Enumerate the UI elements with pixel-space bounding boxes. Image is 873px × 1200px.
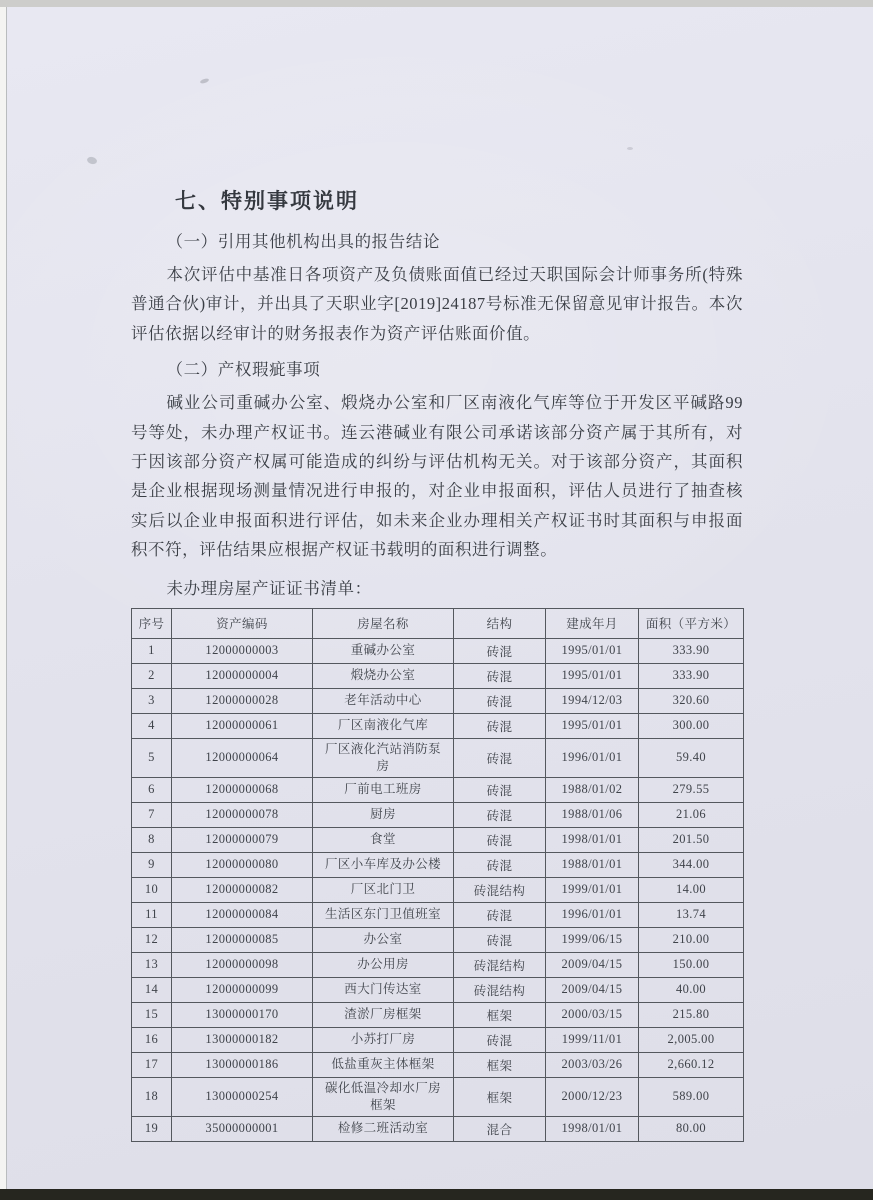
cell-area: 150.00 (639, 952, 744, 977)
cell-asset-code: 13000000254 (172, 1077, 313, 1116)
cell-building-name: 厂区北门卫 (313, 877, 454, 902)
cell-index: 8 (132, 827, 172, 852)
cell-build-date: 1995/01/01 (546, 638, 639, 663)
cell-structure: 砖混 (454, 802, 546, 827)
table-row (132, 952, 744, 977)
cell-structure: 混合 (454, 1116, 546, 1141)
cell-structure: 砖混 (454, 738, 546, 777)
cell-index: 10 (132, 877, 172, 902)
scan-speck (200, 78, 210, 85)
cell-structure: 砖混 (454, 777, 546, 802)
cell-index: 1 (132, 638, 172, 663)
cell-structure: 砖混 (454, 638, 546, 663)
cell-area: 320.60 (639, 688, 744, 713)
subsection-heading-2: （二）产权瑕疵事项 (166, 360, 321, 380)
cell-building-name: 重碱办公室 (313, 638, 454, 663)
table-row (132, 638, 744, 663)
cell-area: 333.90 (639, 638, 744, 663)
cell-structure: 框架 (454, 1077, 546, 1116)
cell-asset-code: 12000000068 (172, 777, 313, 802)
cell-building-name: 办公用房 (313, 952, 454, 977)
table-row (132, 738, 744, 777)
cell-building-name: 老年活动中心 (313, 688, 454, 713)
cell-structure: 框架 (454, 1002, 546, 1027)
cell-build-date: 1999/06/15 (546, 927, 639, 952)
cell-building-name: 厂区液化汽站消防泵房 (313, 738, 454, 777)
column-header: 面积（平方米） (639, 608, 744, 638)
cell-area: 14.00 (639, 877, 744, 902)
table-row (132, 902, 744, 927)
table-row (132, 1027, 744, 1052)
cell-asset-code: 13000000170 (172, 1002, 313, 1027)
cell-index: 16 (132, 1027, 172, 1052)
column-header: 资产编码 (172, 608, 313, 638)
cell-building-name: 西大门传达室 (313, 977, 454, 1002)
cell-asset-code: 12000000085 (172, 927, 313, 952)
asset-table (131, 608, 744, 1142)
table-row (132, 713, 744, 738)
cell-index: 11 (132, 902, 172, 927)
section-title: 七、特别事项说明 (175, 190, 359, 213)
cell-building-name: 厨房 (313, 802, 454, 827)
cell-index: 18 (132, 1077, 172, 1116)
paragraph-property-defects: 碱业公司重碱办公室、煅烧办公室和厂区南液化气库等位于开发区平碱路99号等处，未办理产权证书。连云港碱业有限公司承诺该部分资产属于其所有，对于因该部分资产权属可能造成的纠纷与评估机构无关。对于该部分资产，其面积是企业根据现场测量情况进行申报的，对企业申报面积，评估人员进行了抽查核实后以企业申报面积进行评估，如未来企业办理相关产权证书时其面积与申报面积不符，评估结果应根据产权证书载明的面积进行调整。 (131, 393, 743, 560)
cell-index: 7 (132, 802, 172, 827)
cell-area: 210.00 (639, 927, 744, 952)
cell-build-date: 1988/01/02 (546, 777, 639, 802)
cell-structure: 砖混 (454, 927, 546, 952)
cell-building-name: 生活区东门卫值班室 (313, 902, 454, 927)
table-row (132, 1002, 744, 1027)
asset-table-head-row (132, 608, 744, 638)
table-row (132, 802, 744, 827)
cell-index: 6 (132, 777, 172, 802)
cell-area: 279.55 (639, 777, 744, 802)
cell-area: 215.80 (639, 1002, 744, 1027)
table-row (132, 688, 744, 713)
column-header: 建成年月 (546, 608, 639, 638)
document-content (131, 185, 743, 1142)
cell-building-name: 食堂 (313, 827, 454, 852)
cell-build-date: 2009/04/15 (546, 952, 639, 977)
cell-asset-code: 13000000186 (172, 1052, 313, 1077)
cell-area: 80.00 (639, 1116, 744, 1141)
scan-speck (86, 156, 97, 165)
cell-index: 9 (132, 852, 172, 877)
cell-asset-code: 35000000001 (172, 1116, 313, 1141)
table-row (132, 777, 744, 802)
cell-asset-code: 12000000080 (172, 852, 313, 877)
cell-building-name: 办公室 (313, 927, 454, 952)
cell-area: 344.00 (639, 852, 744, 877)
cell-build-date: 1998/01/01 (546, 827, 639, 852)
cell-build-date: 2000/03/15 (546, 1002, 639, 1027)
cell-asset-code: 12000000099 (172, 977, 313, 1002)
cell-index: 4 (132, 713, 172, 738)
cell-building-name: 低盐重灰主体框架 (313, 1052, 454, 1077)
cell-building-name: 厂区小车库及办公楼 (313, 852, 454, 877)
cell-structure: 砖混 (454, 713, 546, 738)
paper-sheet (7, 7, 873, 1189)
cell-build-date: 1988/01/06 (546, 802, 639, 827)
scan-edge-bottom (0, 1189, 873, 1200)
cell-index: 19 (132, 1116, 172, 1141)
cell-structure: 砖混 (454, 902, 546, 927)
cell-build-date: 1988/01/01 (546, 852, 639, 877)
cell-area: 21.06 (639, 802, 744, 827)
cell-asset-code: 12000000078 (172, 802, 313, 827)
cell-build-date: 1995/01/01 (546, 663, 639, 688)
cell-building-name: 厂前电工班房 (313, 777, 454, 802)
table-row (132, 977, 744, 1002)
cell-build-date: 1998/01/01 (546, 1116, 639, 1141)
table-row (132, 1052, 744, 1077)
scan-edge-left (0, 0, 7, 1200)
cell-index: 12 (132, 927, 172, 952)
cell-build-date: 1995/01/01 (546, 713, 639, 738)
table-row (132, 827, 744, 852)
cell-index: 17 (132, 1052, 172, 1077)
cell-asset-code: 12000000061 (172, 713, 313, 738)
cell-asset-code: 12000000082 (172, 877, 313, 902)
cell-asset-code: 12000000028 (172, 688, 313, 713)
cell-index: 5 (132, 738, 172, 777)
table-row (132, 852, 744, 877)
cell-asset-code: 13000000182 (172, 1027, 313, 1052)
cell-asset-code: 12000000098 (172, 952, 313, 977)
cell-asset-code: 12000000004 (172, 663, 313, 688)
column-header: 结构 (454, 608, 546, 638)
cell-area: 2,660.12 (639, 1052, 744, 1077)
cell-build-date: 1996/01/01 (546, 738, 639, 777)
cell-structure: 框架 (454, 1052, 546, 1077)
cell-building-name: 渣淤厂房框架 (313, 1002, 454, 1027)
column-header: 序号 (132, 608, 172, 638)
cell-index: 2 (132, 663, 172, 688)
cell-structure: 砖混 (454, 688, 546, 713)
cell-structure: 砖混 (454, 852, 546, 877)
cell-index: 3 (132, 688, 172, 713)
cell-index: 14 (132, 977, 172, 1002)
cell-index: 15 (132, 1002, 172, 1027)
paragraph-audit-reference: 本次评估中基准日各项资产及负债账面值已经过天职国际会计师事务所(特殊普通合伙)审计，并出具了天职业字[2019]24187号标准无保留意见审计报告。本次评估依据以经审计的财务报表作为资产评估账面价值。 (131, 265, 743, 343)
scan-speck (627, 147, 633, 150)
cell-structure: 砖混 (454, 663, 546, 688)
subsection-heading-1: （一）引用其他机构出具的报告结论 (166, 232, 441, 251)
cell-building-name: 碳化低温冷却水厂房框架 (313, 1077, 454, 1116)
cell-area: 589.00 (639, 1077, 744, 1116)
cell-building-name: 小苏打厂房 (313, 1027, 454, 1052)
cell-building-name: 厂区南液化气库 (313, 713, 454, 738)
cell-asset-code: 12000000079 (172, 827, 313, 852)
cell-asset-code: 12000000003 (172, 638, 313, 663)
table-row (132, 1077, 744, 1116)
cell-building-name: 检修二班活动室 (313, 1116, 454, 1141)
cell-area: 59.40 (639, 738, 744, 777)
cell-build-date: 2009/04/15 (546, 977, 639, 1002)
cell-build-date: 2003/03/26 (546, 1052, 639, 1077)
cell-build-date: 2000/12/23 (546, 1077, 639, 1116)
cell-build-date: 1994/12/03 (546, 688, 639, 713)
cell-build-date: 1999/01/01 (546, 877, 639, 902)
cell-building-name: 煅烧办公室 (313, 663, 454, 688)
table-caption: 未办理房屋产证证书清单： (166, 578, 372, 598)
cell-structure: 砖混结构 (454, 877, 546, 902)
cell-area: 201.50 (639, 827, 744, 852)
cell-area: 333.90 (639, 663, 744, 688)
cell-structure: 砖混 (454, 827, 546, 852)
asset-table-body (132, 638, 744, 1141)
table-row (132, 663, 744, 688)
cell-asset-code: 12000000084 (172, 902, 313, 927)
cell-index: 13 (132, 952, 172, 977)
scan-edge-top (0, 0, 873, 7)
table-row (132, 1116, 744, 1141)
cell-build-date: 1996/01/01 (546, 902, 639, 927)
table-row (132, 927, 744, 952)
cell-area: 40.00 (639, 977, 744, 1002)
cell-structure: 砖混 (454, 1027, 546, 1052)
table-row (132, 877, 744, 902)
column-header: 房屋名称 (313, 608, 454, 638)
cell-structure: 砖混结构 (454, 977, 546, 1002)
cell-asset-code: 12000000064 (172, 738, 313, 777)
cell-area: 2,005.00 (639, 1027, 744, 1052)
cell-structure: 砖混结构 (454, 952, 546, 977)
cell-area: 13.74 (639, 902, 744, 927)
cell-area: 300.00 (639, 713, 744, 738)
cell-build-date: 1999/11/01 (546, 1027, 639, 1052)
